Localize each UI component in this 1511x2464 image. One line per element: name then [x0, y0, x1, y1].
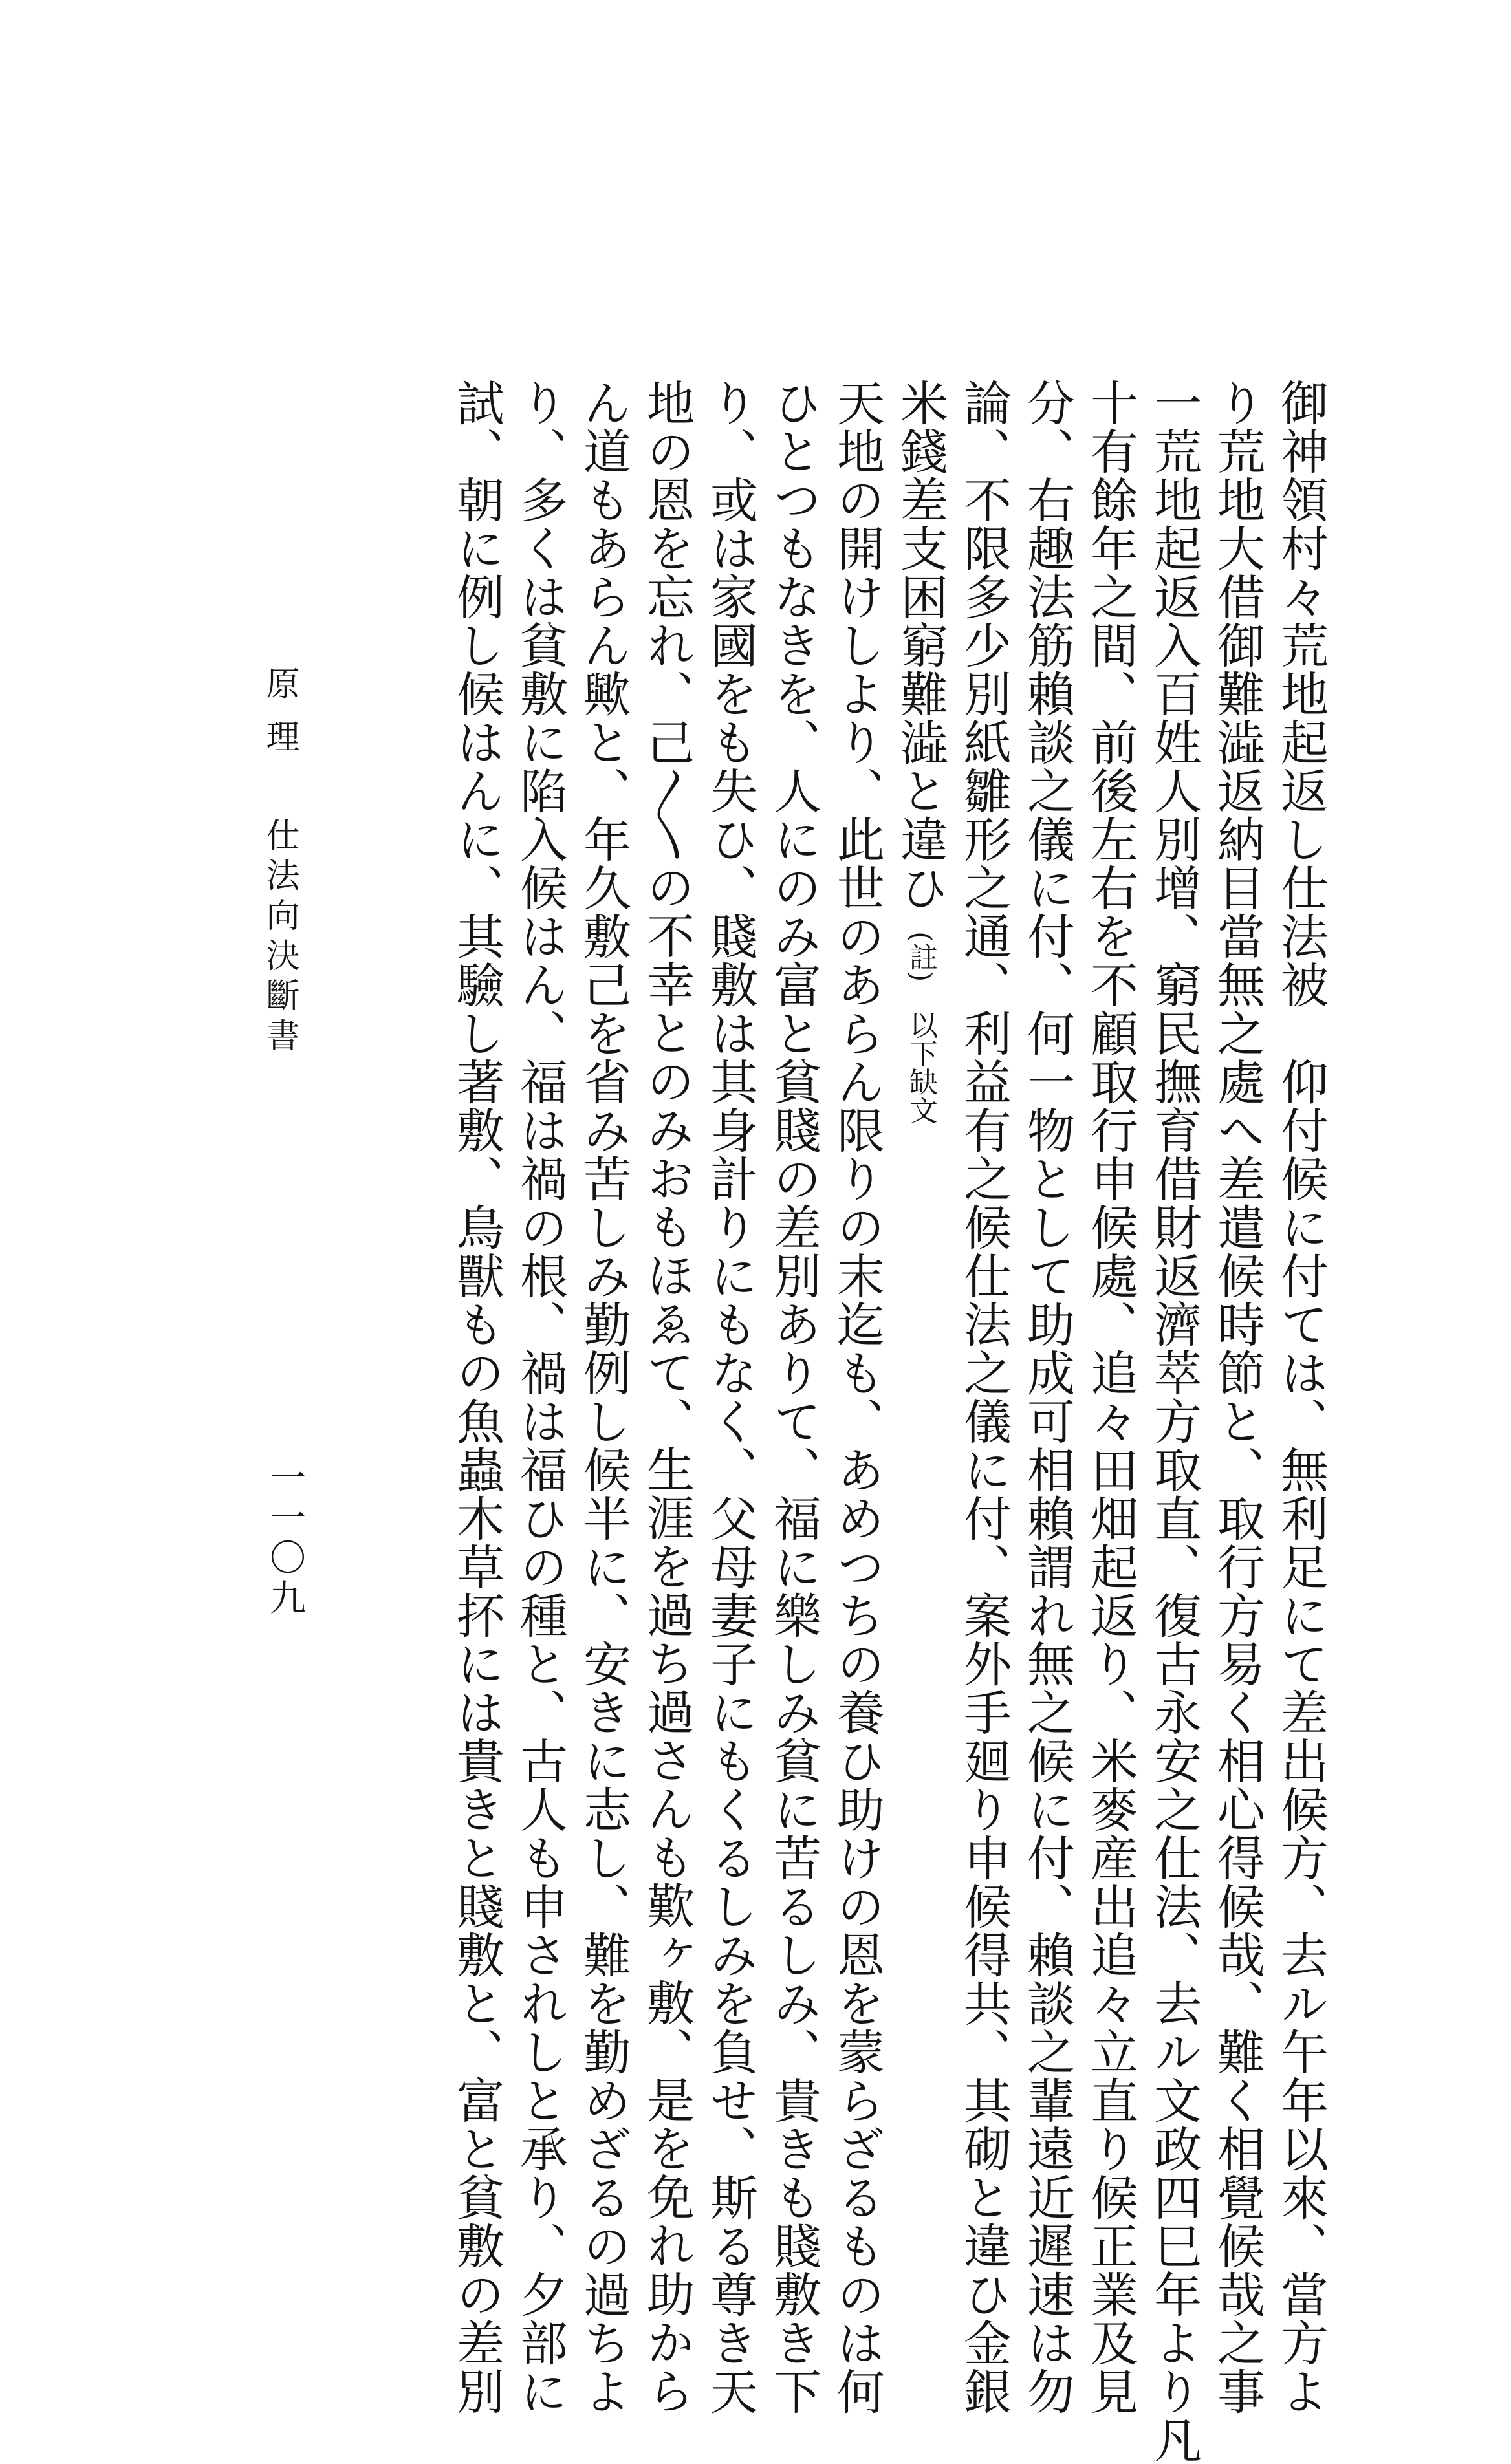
- text-line-5: 分、右趣法筋賴談之儀に付、何一物として助成可相賴謂れ無之候に付、賴談之輩遠近遲速は勿: [1019, 378, 1075, 2415]
- page-number: 一一〇九: [264, 1458, 306, 1619]
- text-line-8: 天地の開けしより、此世のあらん限りの末迄も、あめつちの養ひ助けの恩を蒙らざるものは何: [829, 378, 885, 2415]
- text-line-13: り、多くは貧敷に陷入候はん、福は禍の根、禍は福ひの種と、古人も申されしと承り、夕部に: [512, 378, 568, 2415]
- text-line-10: り、或は家國をも失ひ、賤敷は其身計りにもなく、父母妻子にもくるしみを負せ、斯る尊き天: [702, 378, 758, 2415]
- running-footer: [255, 666, 304, 1058]
- body-text: [323, 378, 1332, 2464]
- text-line-2: り荒地大借御難澁返納目當無之處へ差遣候時節と、取行方易く相心得候哉、難く相覺候哉之事: [1210, 378, 1265, 2415]
- text-line-1: 御神領村々荒地起返し仕法被 仰付候に付ては、無利足にて差出候方、去ル午年以來、當方よ: [1273, 378, 1329, 2415]
- text-line-3: 一荒地起返入百姓人別增、窮民撫育借財返濟萃方取直、復古永安之仕法、去ル文政四巳年より凡: [1146, 378, 1202, 2464]
- footer-section: 原理: [260, 666, 299, 772]
- text-line-6: 論、不限多少別紙雛形之通、利益有之候仕法之儀に付、案外手廻り申候得共、其砌と違ひ金銀: [956, 378, 1012, 2415]
- text-line-12: ん道もあらん歟と、年久敷己を省み苦しみ勤例し候半に、安きに志し、難を勤めざるの過ちよ: [576, 378, 631, 2415]
- text-line-4: 十有餘年之間、前後左右を不顧取行申候處、追々田畑起返り、米麥産出追々立直り候正業及見: [1083, 378, 1138, 2415]
- text-line-11: 地の恩を忘れ、己〳〵の不幸とのみおもほゑて、生涯を過ち過さんも歎ヶ敷、是を免れ助から: [639, 378, 695, 2415]
- text-line-14: 試、朝に例し候はんに、其驗し著敷、鳥獸もの魚蟲木草抔には貴きと賤敷と、富と貧敷の差別: [449, 378, 505, 2415]
- text-line-9: ひとつもなきを、人にのみ富と貧賤の差別ありて、福に樂しみ貧に苦るしみ、貴きも賤敷き下: [766, 378, 821, 2415]
- text-line-7-main: 米錢差支困窮難澁と違ひ: [893, 378, 948, 912]
- footer-title: 仕法向決斷書: [260, 817, 299, 1058]
- editor-note: (註) 以下缺文: [904, 931, 937, 1125]
- text-line-7: [889, 378, 952, 1804]
